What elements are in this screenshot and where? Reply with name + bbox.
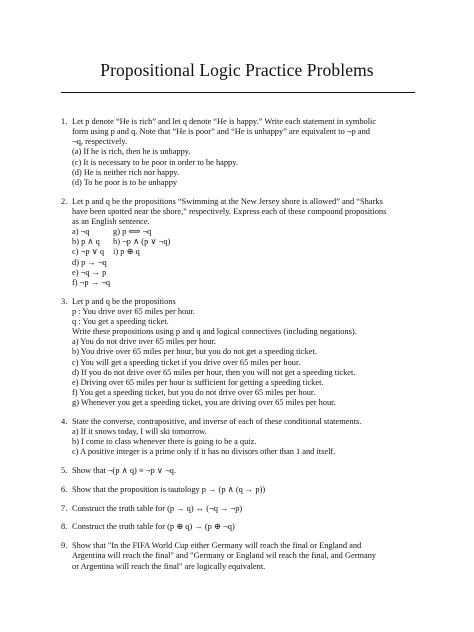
problem-number: 8. <box>61 522 68 532</box>
problem-text-line: Write these propositions using p and q and logical connectives (including negations). <box>72 327 357 337</box>
problem-text-line: have been spotted near the shore,” respectively. Express each of these compound propositions <box>72 206 387 216</box>
problem-number: 9. <box>61 541 68 551</box>
problem-text-line: Let p and q be the propositions “Swimming at the New Jersey shore is allowed” and “Sharks <box>72 196 383 206</box>
problem-number: 2. <box>61 196 68 206</box>
problem-text-line: Construct the truth table for (p ⊕ q) → (p ⊕ ¬q) <box>72 522 235 532</box>
problem-body <box>72 485 421 495</box>
problem-part: f) You get a speeding ticket, but you do not drive over 65 miles per hour. <box>72 388 316 398</box>
expression-item: e) ¬q → p <box>72 267 107 277</box>
problem-body <box>72 541 421 571</box>
problem-number: 3. <box>61 296 68 306</box>
problem-part: c) You will get a speeding ticket if you drive over 65 miles per hour. <box>72 357 301 367</box>
problem-text-line: Construct the truth table for (p → q) ↔ (¬q → ¬p) <box>72 503 243 513</box>
problem-7 <box>61 504 421 514</box>
page-title: Propositional Logic Practice Problems <box>100 59 374 80</box>
expression-item: i) p ⊕ q <box>113 247 140 257</box>
problem-part: c) A positive integer is a prime only if it has no divisors other than 1 and itself. <box>72 447 336 457</box>
problem-number: 4. <box>61 417 68 426</box>
problem-body <box>72 297 421 409</box>
problem-text-line: Let p and q be the propositions <box>72 296 176 306</box>
problem-text-line: Show that "In the FIFA World Cup either Germany will reach the final or England and <box>72 541 362 551</box>
expression-item: g) p ⟺ ¬q <box>113 227 152 237</box>
problem-text-line: Argentina will reach the final" and "Germany or England wil reach the final, and Germany <box>72 551 377 561</box>
problem-definition: q : You get a speeding ticket. <box>72 317 169 326</box>
problem-body <box>72 417 421 458</box>
expression-item: h) ¬p ∧ (p ∨ ¬q) <box>113 237 171 247</box>
problem-part: b) I come to class whenever there is going to be a quiz. <box>72 437 257 447</box>
problem-text-line: Show that ¬(p ∧ q) ≡ ¬p ∨ ¬q. <box>72 466 176 476</box>
problem-5 <box>61 466 421 476</box>
problem-body <box>72 197 421 288</box>
problem-part: d) If you do not drive over 65 miles per hour, then you will not get a speeding ticket. <box>72 367 356 377</box>
problem-part: a) You do not drive over 65 miles per hour. <box>72 337 216 347</box>
problem-definition: p : You drive over 65 miles per hour. <box>72 306 195 316</box>
problem-9 <box>61 541 421 571</box>
expression-item: b) p ∧ q <box>72 237 100 247</box>
problem-number: 5. <box>61 466 68 476</box>
problem-number: 1. <box>61 117 68 126</box>
expression-column-left <box>72 227 113 288</box>
problem-part: g) Whenever you get a speeding ticket, you are driving over 65 miles per hour. <box>72 398 336 408</box>
problem-text-line: State the converse, contrapositive, and inverse of each of these conditional statements. <box>72 417 362 426</box>
problem-text-line: Let p denote “He is rich” and let q denote “He is happy.” Write each statement in symbolic <box>72 117 377 126</box>
problem-body <box>72 504 421 514</box>
problem-4 <box>61 417 421 458</box>
problem-text-line: or Argentina will reach the final" are logically equivalent. <box>72 561 266 571</box>
problem-part: (d) To be poor is to be unhappy <box>72 177 178 187</box>
title-rule <box>61 92 415 93</box>
expression-columns <box>72 227 421 288</box>
problem-part: (d) He is neither rich nor happy. <box>72 167 180 177</box>
problem-body <box>72 117 421 188</box>
expression-item: d) p → ¬q <box>72 257 107 267</box>
problem-part: (a) If he is rich, then he is unhappy. <box>72 147 191 157</box>
problem-number: 6. <box>61 484 68 494</box>
problem-text-line: Show that the proposition is tautology p → (p ∧ (q → p)) <box>72 484 266 494</box>
expression-column-right <box>113 227 193 288</box>
problem-text-line: ¬q, respectively. <box>72 137 128 147</box>
problem-text-line: form using p and q. Note that “He is poor” and “He is unhappy” are equivalent to ¬p and <box>72 127 370 137</box>
problem-part: e) Driving over 65 miles per hour is sufficient for getting a speeding ticket. <box>72 377 324 387</box>
expression-item: f) ¬p → ¬q <box>72 277 111 287</box>
problem-body <box>72 522 421 532</box>
problem-3 <box>61 297 421 409</box>
problem-body <box>72 466 421 476</box>
problem-8 <box>61 522 421 532</box>
problem-list <box>61 117 421 580</box>
problem-2 <box>61 197 421 288</box>
problem-part: (c) It is necessary to be poor in order to be happy. <box>72 157 238 167</box>
problem-number: 7. <box>61 503 68 513</box>
problem-text-line: as an English sentence. <box>72 217 150 226</box>
expression-item: c) ¬p ∨ q <box>72 247 105 257</box>
expression-item: a) ¬q <box>72 227 90 237</box>
problem-1 <box>61 117 421 188</box>
problem-part: a) If it snows today, I will ski tomorrow. <box>72 427 207 437</box>
problem-6 <box>61 485 421 495</box>
problem-part: b) You drive over 65 miles per hour, but you do not get a speeding ticket. <box>72 347 317 357</box>
